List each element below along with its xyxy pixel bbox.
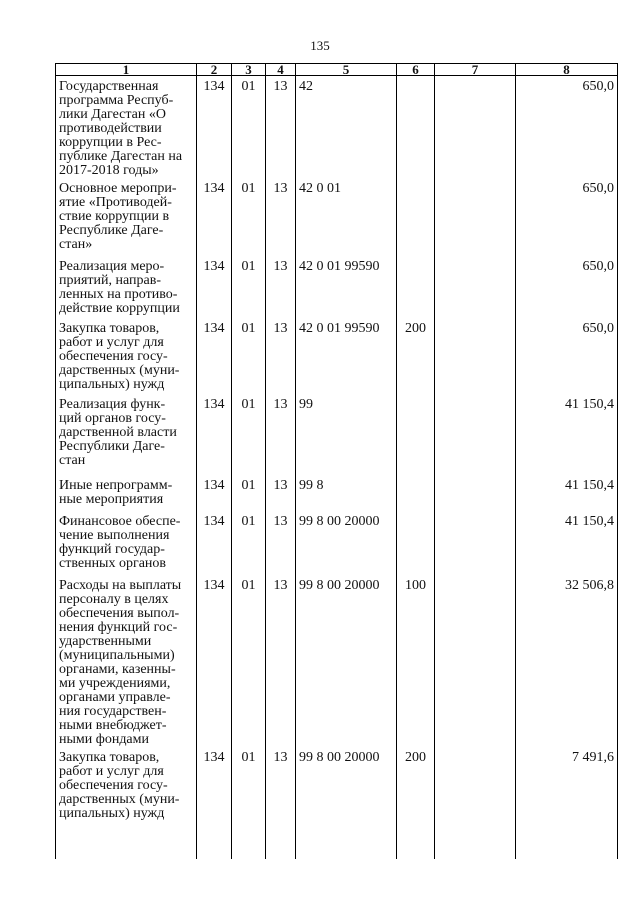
row-expense-type-code bbox=[397, 76, 435, 179]
row-name-line: Реализация меро- bbox=[59, 259, 165, 274]
row-name-line: ленных на противо- bbox=[59, 287, 178, 302]
row-name-cell bbox=[56, 747, 197, 835]
table-row bbox=[56, 575, 618, 747]
row-expense-type-code bbox=[397, 394, 435, 475]
row-name-line: Реализация функ- bbox=[59, 397, 166, 412]
filler-cell bbox=[56, 835, 197, 859]
header-col-3: 3 bbox=[232, 64, 266, 76]
row-ministry-code: 134 bbox=[197, 178, 232, 256]
row-section-code: 01 bbox=[232, 747, 266, 835]
filler-cell bbox=[435, 835, 516, 859]
row-expense-type-code bbox=[397, 256, 435, 318]
row-col7-value bbox=[435, 394, 516, 475]
row-name-line: программа Респуб- bbox=[59, 93, 174, 108]
row-col7-value bbox=[435, 575, 516, 747]
row-name-line: ния государствен- bbox=[59, 704, 167, 719]
row-name-line: 2017-2018 годы» bbox=[59, 163, 159, 178]
table-row bbox=[56, 318, 618, 394]
row-col7-value bbox=[435, 76, 516, 179]
row-name-line: действие коррупции bbox=[59, 301, 180, 316]
row-ministry-code: 134 bbox=[197, 318, 232, 394]
row-name-line: Иные непрограмм- bbox=[59, 478, 173, 493]
row-target-article-code: 99 8 00 20000 bbox=[296, 747, 397, 835]
row-name-line: Финансовое обеспе- bbox=[59, 514, 181, 529]
row-subsection-code: 13 bbox=[266, 394, 296, 475]
row-name-cell bbox=[56, 394, 197, 475]
row-expense-type-code bbox=[397, 178, 435, 256]
filler-cell bbox=[516, 835, 618, 859]
row-name-line: Закупка товаров, bbox=[59, 321, 160, 336]
row-amount: 32 506,8 bbox=[516, 575, 618, 747]
table-row bbox=[56, 256, 618, 318]
row-target-article-code: 42 0 01 99590 bbox=[296, 256, 397, 318]
row-target-article-code: 42 bbox=[296, 76, 397, 179]
row-subsection-code: 13 bbox=[266, 178, 296, 256]
row-name-line: ными фондами bbox=[59, 732, 150, 747]
table-filler-row bbox=[56, 835, 618, 859]
header-col-6: 6 bbox=[397, 64, 435, 76]
row-amount: 41 150,4 bbox=[516, 511, 618, 575]
row-col7-value bbox=[435, 178, 516, 256]
row-subsection-code: 13 bbox=[266, 747, 296, 835]
row-name-line: публике Дагестан на bbox=[59, 149, 183, 164]
row-expense-type-code bbox=[397, 475, 435, 511]
row-name-line: дарственных (муни- bbox=[59, 792, 180, 807]
row-name-line: обеспечения выпол- bbox=[59, 606, 180, 621]
budget-table bbox=[55, 63, 618, 859]
row-subsection-code: 13 bbox=[266, 318, 296, 394]
row-section-code: 01 bbox=[232, 475, 266, 511]
row-amount: 650,0 bbox=[516, 76, 618, 179]
row-name-line: ятие «Противодей- bbox=[59, 195, 172, 210]
row-ministry-code: 134 bbox=[197, 575, 232, 747]
row-name-line: лики Дагестан «О bbox=[59, 107, 166, 122]
table-row bbox=[56, 747, 618, 835]
row-name-line: стан bbox=[59, 453, 86, 468]
row-amount: 41 150,4 bbox=[516, 394, 618, 475]
row-name-line: ственных органов bbox=[59, 556, 167, 571]
row-name-line: ципальных) нужд bbox=[59, 377, 165, 392]
row-subsection-code: 13 bbox=[266, 575, 296, 747]
table-row bbox=[56, 76, 618, 179]
row-name-line: работ и услуг для bbox=[59, 764, 164, 779]
row-name-line: Республики Даге- bbox=[59, 439, 165, 454]
row-name-line: коррупции в Рес- bbox=[59, 135, 162, 150]
row-target-article-code: 42 0 01 bbox=[296, 178, 397, 256]
row-name-line: Основное меропри- bbox=[59, 181, 177, 196]
row-name-line: Расходы на выплаты bbox=[59, 578, 182, 593]
row-name-line: Государственная bbox=[59, 79, 159, 94]
row-name-line: персоналу в целях bbox=[59, 592, 169, 607]
row-col7-value bbox=[435, 256, 516, 318]
row-target-article-code: 99 8 00 20000 bbox=[296, 575, 397, 747]
row-col7-value bbox=[435, 475, 516, 511]
header-col-5: 5 bbox=[296, 64, 397, 76]
row-amount: 650,0 bbox=[516, 318, 618, 394]
row-name-line: ми учреждениями, bbox=[59, 676, 171, 691]
row-target-article-code: 99 8 bbox=[296, 475, 397, 511]
table-row bbox=[56, 394, 618, 475]
row-expense-type-code bbox=[397, 511, 435, 575]
row-section-code: 01 bbox=[232, 318, 266, 394]
row-name-line: ций органов госу- bbox=[59, 411, 166, 426]
row-name-line: ударственными bbox=[59, 634, 152, 649]
row-name-line: обеспечения госу- bbox=[59, 778, 168, 793]
row-name-line: органами управле- bbox=[59, 690, 171, 705]
row-ministry-code: 134 bbox=[197, 475, 232, 511]
row-amount: 650,0 bbox=[516, 256, 618, 318]
row-target-article-code: 42 0 01 99590 bbox=[296, 318, 397, 394]
page-number: 135 bbox=[310, 38, 330, 53]
row-ministry-code: 134 bbox=[197, 394, 232, 475]
row-col7-value bbox=[435, 511, 516, 575]
row-ministry-code: 134 bbox=[197, 747, 232, 835]
row-name-line: приятий, направ- bbox=[59, 273, 162, 288]
header-col-7: 7 bbox=[435, 64, 516, 76]
row-name-cell bbox=[56, 76, 197, 179]
row-name-line: стан» bbox=[59, 237, 93, 252]
row-expense-type-code: 200 bbox=[397, 747, 435, 835]
row-section-code: 01 bbox=[232, 256, 266, 318]
filler-cell bbox=[296, 835, 397, 859]
row-target-article-code: 99 8 00 20000 bbox=[296, 511, 397, 575]
row-name-line: (муниципальными) bbox=[59, 648, 175, 663]
row-section-code: 01 bbox=[232, 394, 266, 475]
row-name-line: обеспечения госу- bbox=[59, 349, 168, 364]
row-target-article-code: 99 bbox=[296, 394, 397, 475]
row-subsection-code: 13 bbox=[266, 76, 296, 179]
row-name-cell bbox=[56, 575, 197, 747]
header-col-1: 1 bbox=[56, 64, 197, 76]
row-section-code: 01 bbox=[232, 178, 266, 256]
row-ministry-code: 134 bbox=[197, 76, 232, 179]
row-subsection-code: 13 bbox=[266, 511, 296, 575]
row-name-cell bbox=[56, 256, 197, 318]
row-name-cell bbox=[56, 178, 197, 256]
row-ministry-code: 134 bbox=[197, 511, 232, 575]
row-amount: 650,0 bbox=[516, 178, 618, 256]
row-name-line: органами, казенны- bbox=[59, 662, 176, 677]
row-section-code: 01 bbox=[232, 511, 266, 575]
row-name-cell bbox=[56, 511, 197, 575]
header-col-2: 2 bbox=[197, 64, 232, 76]
row-expense-type-code: 200 bbox=[397, 318, 435, 394]
table-row bbox=[56, 178, 618, 256]
row-name-line: ствие коррупции в bbox=[59, 209, 170, 224]
table-row bbox=[56, 511, 618, 575]
row-name-cell bbox=[56, 475, 197, 511]
row-name-line: Республике Даге- bbox=[59, 223, 164, 238]
table-row bbox=[56, 475, 618, 511]
header-col-4: 4 bbox=[266, 64, 296, 76]
row-name-line: противодействии bbox=[59, 121, 162, 136]
row-amount: 41 150,4 bbox=[516, 475, 618, 511]
row-name-line: нения функций гос- bbox=[59, 620, 178, 635]
filler-cell bbox=[397, 835, 435, 859]
filler-cell bbox=[232, 835, 266, 859]
row-col7-value bbox=[435, 318, 516, 394]
row-name-line: чение выполнения bbox=[59, 528, 170, 543]
row-amount: 7 491,6 bbox=[516, 747, 618, 835]
row-expense-type-code: 100 bbox=[397, 575, 435, 747]
row-name-cell bbox=[56, 318, 197, 394]
row-name-line: ципальных) нужд bbox=[59, 806, 165, 821]
row-section-code: 01 bbox=[232, 76, 266, 179]
row-name-line: дарственной власти bbox=[59, 425, 177, 440]
row-subsection-code: 13 bbox=[266, 256, 296, 318]
row-name-line: функций государ- bbox=[59, 542, 165, 557]
row-name-line: ными внебюджет- bbox=[59, 718, 167, 733]
filler-cell bbox=[266, 835, 296, 859]
row-name-line: дарственных (муни- bbox=[59, 363, 180, 378]
row-col7-value bbox=[435, 747, 516, 835]
header-col-8: 8 bbox=[516, 64, 618, 76]
filler-cell bbox=[197, 835, 232, 859]
header-row bbox=[56, 64, 618, 76]
row-name-line: Закупка товаров, bbox=[59, 750, 160, 765]
row-section-code: 01 bbox=[232, 575, 266, 747]
row-subsection-code: 13 bbox=[266, 475, 296, 511]
row-ministry-code: 134 bbox=[197, 256, 232, 318]
row-name-line: работ и услуг для bbox=[59, 335, 164, 350]
row-name-line: ные мероприятия bbox=[59, 492, 164, 507]
